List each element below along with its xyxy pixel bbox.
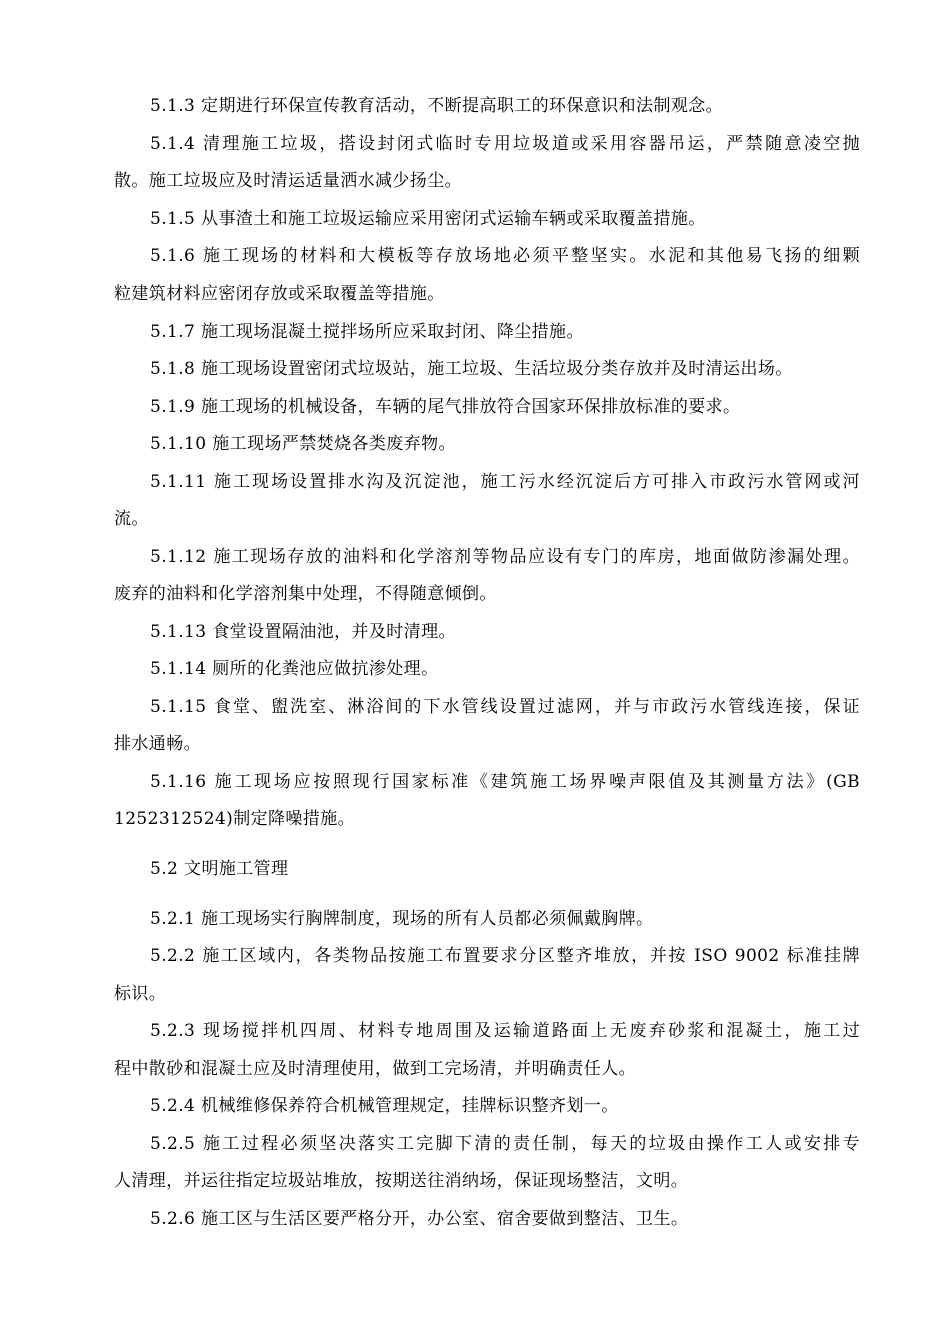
paragraph-5-1-3: 5.1.3 定期进行环保宣传教育活动，不断提高职工的环保意识和法制观念。 — [150, 96, 724, 116]
paragraph-5-2-6: 5.2.6 施工区与生活区要严格分开，办公室、宿舍要做到整洁、卫生。 — [150, 1209, 689, 1229]
paragraph-5-1-4-cont: 散。施工垃圾应及时清运适量洒水减少扬尘。 — [114, 171, 462, 191]
paragraph-5-1-10: 5.1.10 施工现场严禁焚烧各类废弃物。 — [150, 434, 456, 454]
paragraph-5-1-16: 5.1.16 施工现场应按照现行国家标准《建筑施工场界噪声限值及其测量方法》(GB — [150, 772, 860, 792]
paragraph-5-1-9: 5.1.9 施工现场的机械设备，车辆的尾气排放符合国家环保排放标准的要求。 — [150, 397, 741, 417]
paragraph-5-1-11-cont: 流。 — [114, 509, 149, 529]
paragraph-5-1-11: 5.1.11 施工现场设置排水沟及沉淀池，施工污水经沉淀后方可排入市政污水管网或河 — [150, 472, 860, 492]
paragraph-5-1-16-cont: 1252312524)制定降噪措施。 — [114, 809, 355, 829]
paragraph-5-1-13: 5.1.13 食堂设置隔油池，并及时清理。 — [150, 622, 456, 642]
paragraph-5-2-4: 5.2.4 机械维修保养符合机械管理规定，挂牌标识整齐划一。 — [150, 1096, 619, 1116]
paragraph-5-1-15-cont: 排水通畅。 — [114, 734, 201, 754]
paragraph-5-1-6-cont: 粒建筑材料应密闭存放或采取覆盖等措施。 — [114, 284, 445, 304]
paragraph-5-1-14: 5.1.14 厕所的化粪池应做抗渗处理。 — [150, 659, 439, 679]
paragraph-5-1-8: 5.1.8 施工现场设置密闭式垃圾站，施工垃圾、生活垃圾分类存放并及时清运出场。 — [150, 359, 793, 379]
section-heading-5-2: 5.2 文明施工管理 — [150, 859, 289, 879]
paragraph-5-1-12: 5.1.12 施工现场存放的油料和化学溶剂等物品应设有专门的库房，地面做防渗漏处理。 — [150, 547, 860, 567]
paragraph-5-1-12-cont: 废弃的油料和化学溶剂集中处理，不得随意倾倒。 — [114, 584, 497, 604]
paragraph-5-1-5: 5.1.5 从事渣土和施工垃圾运输应采用密闭式运输车辆或采取覆盖措施。 — [150, 209, 706, 229]
paragraph-5-1-15: 5.1.15 食堂、盥洗室、淋浴间的下水管线设置过滤网，并与市政污水管线连接，保证 — [150, 697, 860, 717]
paragraph-5-2-2-cont: 标识。 — [114, 984, 167, 1004]
paragraph-5-2-3-cont: 程中散砂和混凝土应及时清理使用，做到工完场清，并明确责任人。 — [114, 1059, 636, 1079]
paragraph-5-1-7: 5.1.7 施工现场混凝土搅拌场所应采取封闭、降尘措施。 — [150, 322, 584, 342]
paragraph-5-2-2: 5.2.2 施工区域内，各类物品按施工布置要求分区整齐堆放，并按 ISO 9002 标准挂牌 — [150, 946, 860, 966]
paragraph-5-2-5-cont: 人清理，并运往指定垃圾站堆放，按期送往消纳场，保证现场整洁，文明。 — [114, 1171, 689, 1191]
paragraph-5-1-4: 5.1.4 清理施工垃圾，搭设封闭式临时专用垃圾道或采用容器吊运，严禁随意凌空抛 — [150, 134, 860, 154]
paragraph-5-2-3: 5.2.3 现场搅拌机四周、材料专地周围及运输道路面上无废弃砂浆和混凝土，施工过 — [150, 1021, 860, 1041]
paragraph-5-2-5: 5.2.5 施工过程必须坚决落实工完脚下清的责任制，每天的垃圾由操作工人或安排专 — [150, 1134, 860, 1154]
paragraph-5-1-6: 5.1.6 施工现场的材料和大模板等存放场地必须平整坚实。水泥和其他易飞扬的细颗 — [150, 246, 860, 266]
paragraph-5-2-1: 5.2.1 施工现场实行胸牌制度，现场的所有人员都必须佩戴胸牌。 — [150, 909, 654, 929]
